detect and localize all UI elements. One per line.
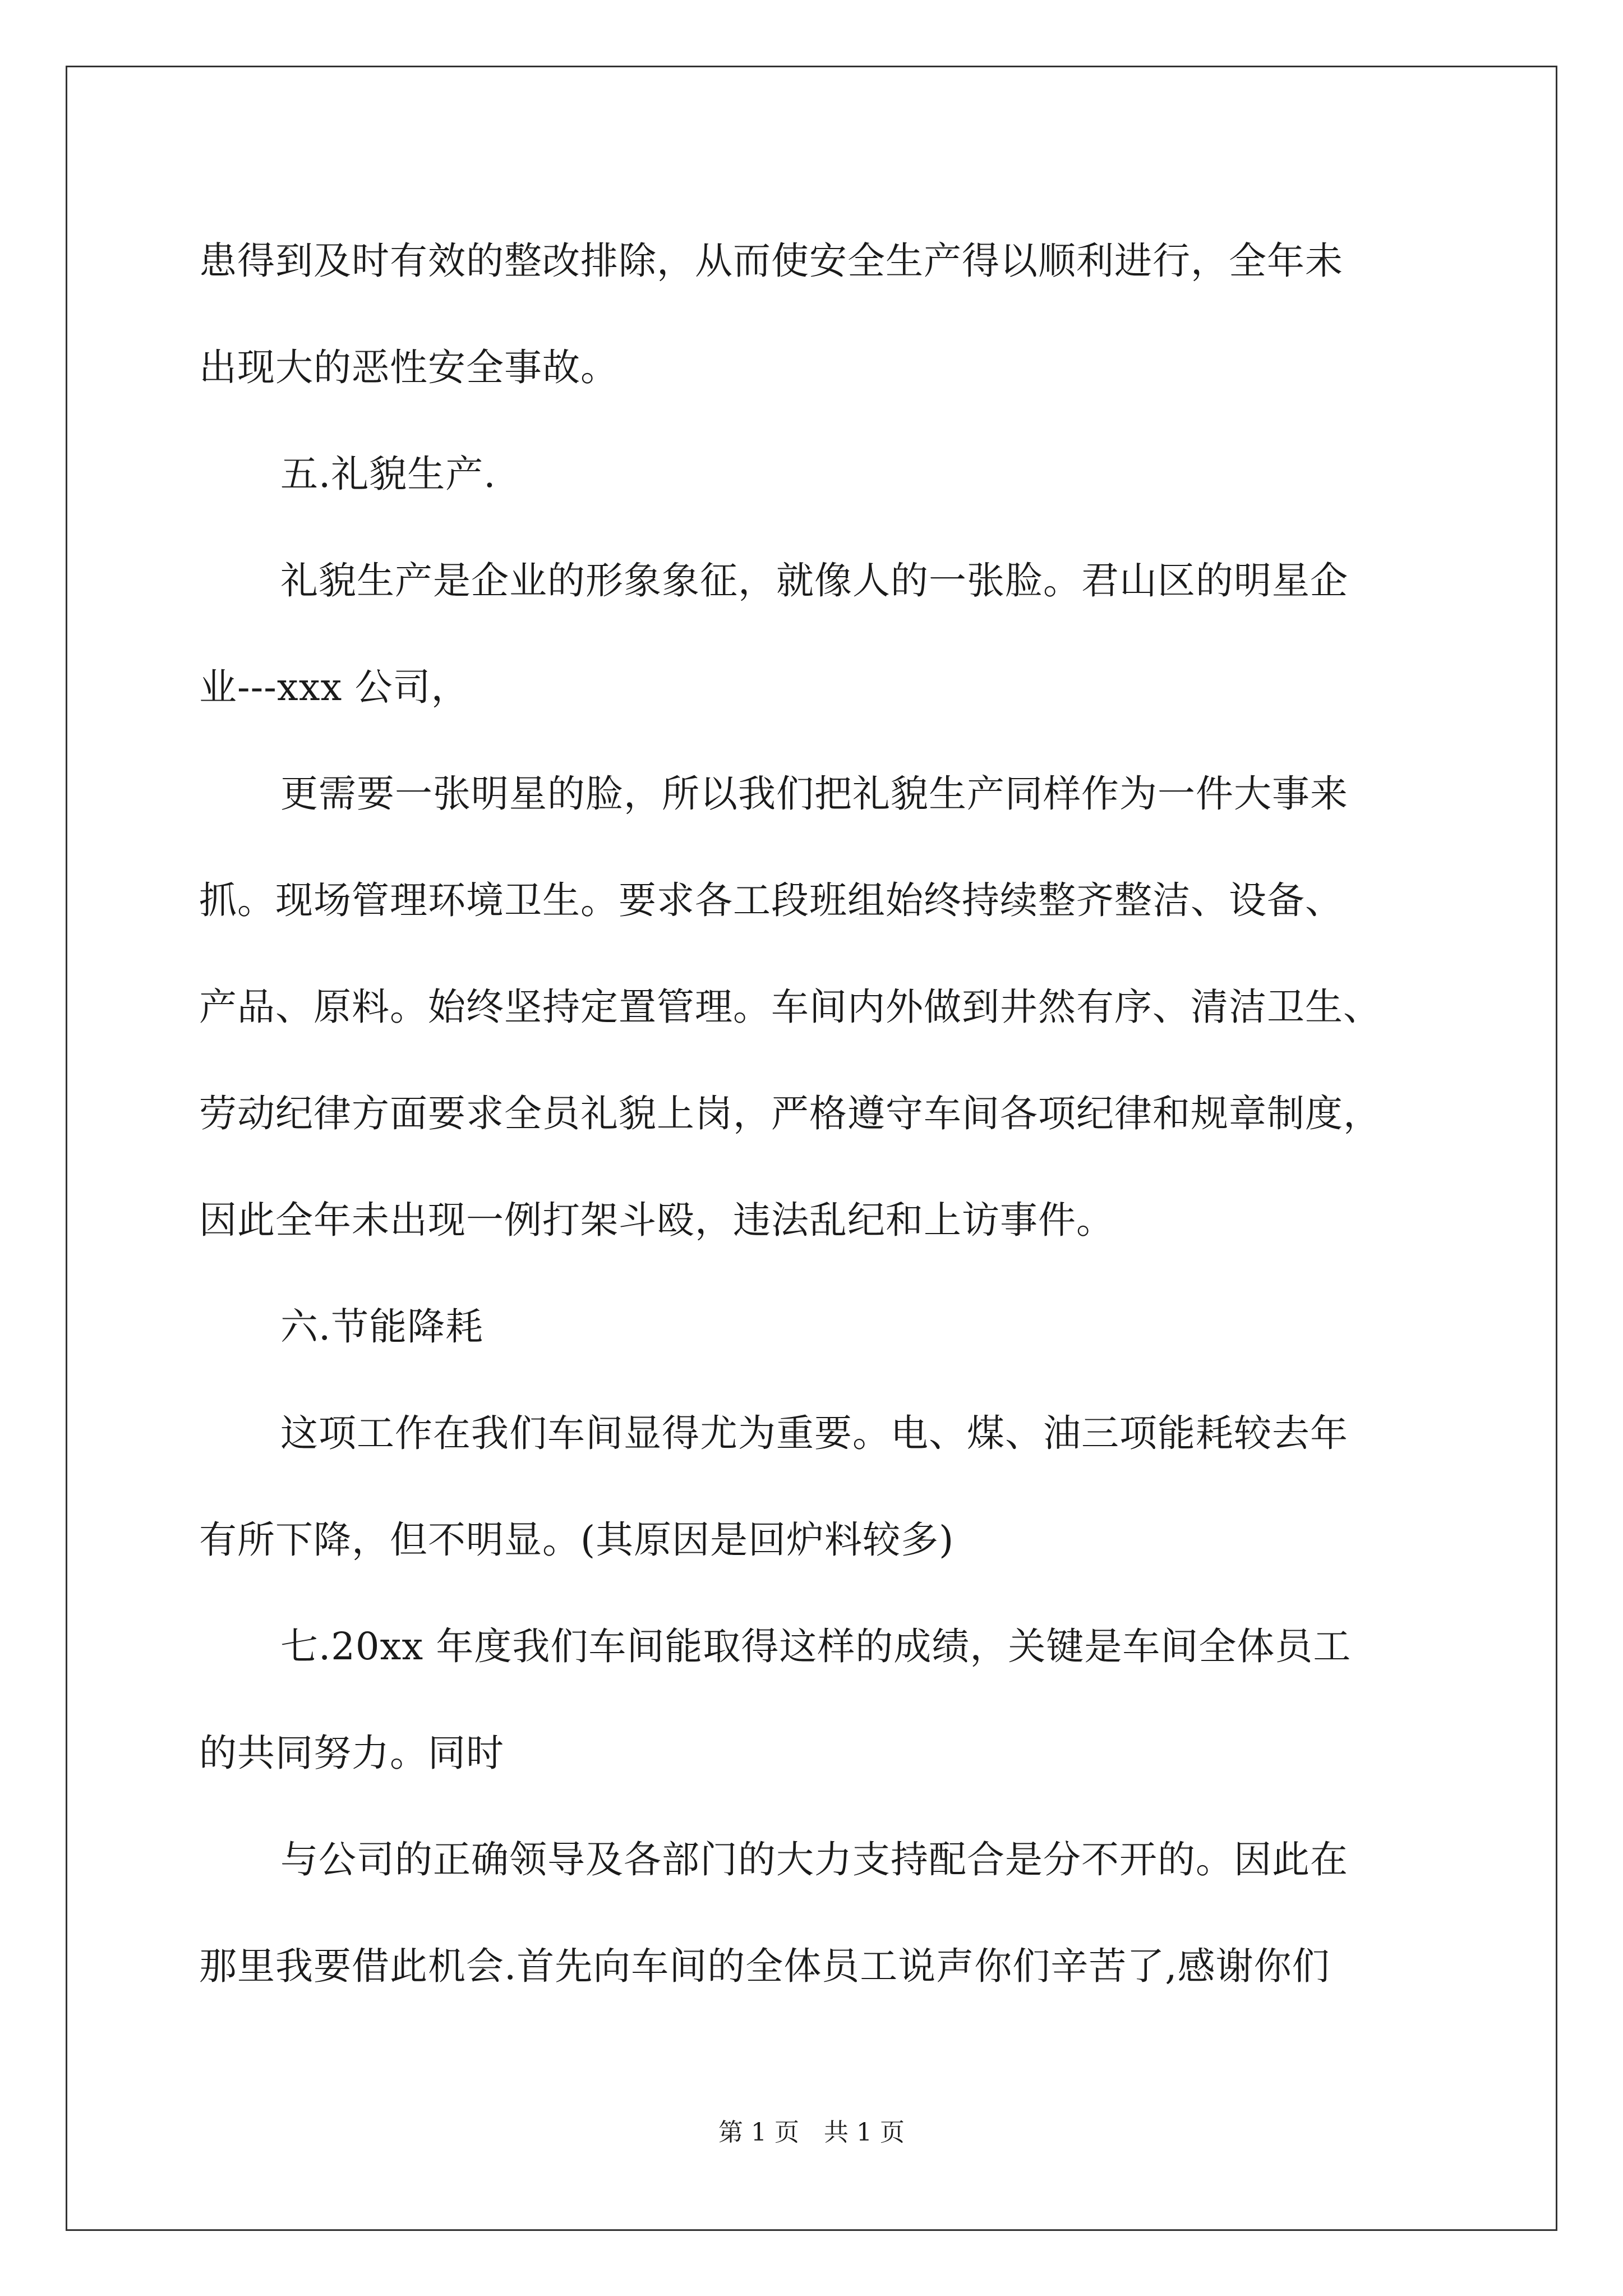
text-line-15: 的共同努力。同时: [199, 1731, 504, 1775]
section-heading-5: 五.礼貌生产.: [280, 452, 496, 496]
text-line-17: 那里我要借此机会.首先向车间的全体员工说声你们辛苦了,感谢你们: [199, 1944, 1330, 1988]
text-line-12: 这项工作在我们车间显得尤为重要。电、煤、油三项能耗较去年: [280, 1411, 1348, 1455]
page-number-footer: 第 1 页 共 1 页: [718, 2118, 905, 2147]
section-heading-7: 七.20xx 年度我们车间能取得这样的成绩，关键是车间全体员工: [280, 1625, 1352, 1668]
text-line-2: 出现大的恶性安全事故。: [199, 346, 619, 389]
text-line-13: 有所下降，但不明显。(其原因是回炉料较多): [199, 1518, 955, 1562]
text-line-5: 业---xxx 公司，: [199, 665, 469, 709]
text-line-10: 因此全年未出现一例打架斗殴，违法乱纪和上访事件。: [199, 1198, 1114, 1242]
text-line-16: 与公司的正确领导及各部门的大力支持配合是分不开的。因此在: [280, 1838, 1348, 1881]
section-heading-6: 六.节能降耗: [280, 1305, 484, 1349]
text-line-8: 产品、原料。始终坚持定置管理。车间内外做到井然有序、清洁卫生、: [199, 985, 1381, 1029]
text-line-7: 抓。现场管理环境卫生。要求各工段班组始终持续整齐整洁、设备、: [199, 878, 1343, 922]
text-line-9: 劳动纪律方面要求全员礼貌上岗，严格遵守车间各项纪律和规章制度，: [199, 1092, 1381, 1135]
document-body: [199, 208, 1444, 2019]
text-line-6: 更需要一张明星的脸，所以我们把礼貌生产同样作为一件大事来: [280, 772, 1348, 816]
text-line-4: 礼貌生产是企业的形象象征，就像人的一张脸。君山区的明星企: [280, 559, 1348, 602]
text-line-1: 患得到及时有效的整改排除，从而使安全生产得以顺利进行，全年未: [199, 239, 1343, 283]
